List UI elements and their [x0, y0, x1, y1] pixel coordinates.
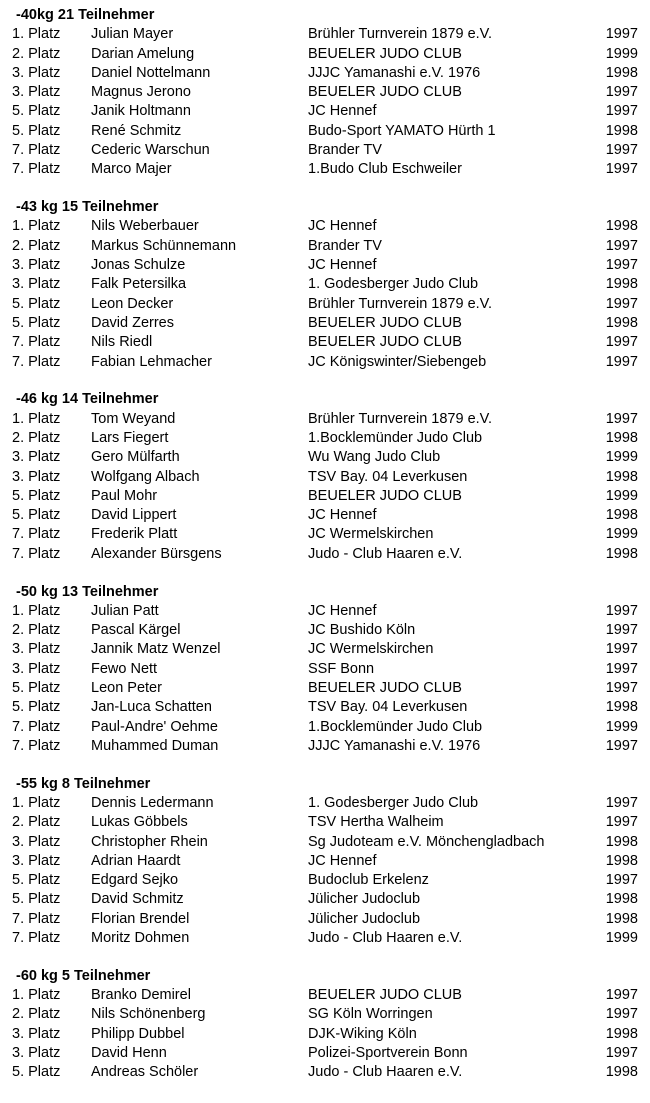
athlete-name-cell: Julian Mayer: [91, 26, 174, 43]
club-name-cell: Judo - Club Haaren e.V.: [308, 930, 463, 947]
birth-year-cell: 1997: [605, 410, 638, 427]
birth-year-cell: 1999: [605, 45, 638, 62]
placement-cell: 5. Platz: [12, 680, 61, 696]
club-name-cell: 1.Bocklemünder Judo Club: [308, 718, 483, 735]
weight-class-heading: -55 kg 8 Teilnehmer: [16, 775, 151, 792]
athlete-name-cell: Andreas Schöler: [91, 1064, 199, 1081]
club-name-cell: Polizei-Sportverein Bonn: [308, 1045, 468, 1062]
athlete-name-cell: Gero Mülfarth: [91, 449, 180, 466]
result-row: [0, 353, 650, 372]
birth-year-cell: 1998: [605, 833, 638, 850]
athlete-name-cell: Wolfgang Albach: [91, 468, 200, 485]
placement-cell: 1. Platz: [12, 410, 61, 427]
result-row: [0, 621, 650, 640]
placement-cell: 5. Platz: [12, 1064, 61, 1081]
birth-year-cell: 1999: [605, 526, 638, 543]
placement-cell: 3. Platz: [12, 660, 61, 677]
athlete-name-cell: Paul Mohr: [91, 487, 158, 504]
birth-year-cell: 1998: [605, 1064, 638, 1081]
athlete-name-cell: Falk Petersilka: [91, 276, 187, 293]
result-row: [0, 487, 650, 506]
club-name-cell: BEUELER JUDO CLUB: [308, 680, 462, 696]
results-document: [0, 6, 650, 1083]
placement-cell: 1. Platz: [12, 987, 61, 1004]
weight-class-heading: -43 kg 15 Teilnehmer: [16, 199, 159, 216]
birth-year-cell: 1998: [605, 910, 638, 927]
placement-cell: 7. Platz: [12, 526, 61, 543]
club-name-cell: BEUELER JUDO CLUB: [308, 334, 462, 351]
placement-cell: 7. Platz: [12, 737, 61, 754]
result-row: [0, 122, 650, 141]
result-row: [0, 45, 650, 64]
club-name-cell: JC Hennef: [308, 218, 377, 235]
placement-cell: 5. Platz: [12, 314, 61, 331]
result-row: [0, 102, 650, 121]
club-name-cell: TSV Hertha Walheim: [308, 814, 444, 831]
birth-year-cell: 1998: [605, 314, 638, 331]
athlete-name-cell: Tom Weyand: [91, 410, 176, 427]
result-row: [0, 83, 650, 102]
weight-class-section: [0, 583, 650, 757]
result-row: [0, 160, 650, 179]
placement-cell: 2. Platz: [12, 45, 61, 62]
placement-cell: 7. Platz: [12, 353, 61, 370]
club-name-cell: JC Hennef: [308, 852, 377, 869]
birth-year-cell: 1998: [605, 1025, 638, 1042]
birth-year-cell: 1997: [605, 26, 638, 43]
athlete-name-cell: Paul-Andre' Oehme: [91, 718, 218, 735]
club-name-cell: BEUELER JUDO CLUB: [308, 987, 462, 1004]
club-name-cell: 1.Budo Club Eschweiler: [308, 161, 462, 178]
result-row: [0, 141, 650, 160]
birth-year-cell: 1997: [605, 602, 638, 619]
result-row: [0, 275, 650, 294]
club-name-cell: SG Köln Worringen: [308, 1006, 433, 1023]
birth-year-cell: 1997: [605, 142, 638, 159]
result-row: [0, 256, 650, 275]
athlete-name-cell: Pascal Kärgel: [91, 622, 181, 639]
placement-cell: 2. Platz: [12, 814, 61, 831]
club-name-cell: JC Königswinter/Siebengeb: [308, 353, 487, 370]
result-row: [0, 871, 650, 890]
placement-cell: 3. Platz: [12, 1045, 61, 1062]
club-name-cell: JC Hennef: [308, 507, 377, 524]
birth-year-cell: 1997: [605, 872, 638, 889]
result-row: [0, 679, 650, 698]
club-name-cell: DJK-Wiking Köln: [308, 1025, 417, 1042]
athlete-name-cell: Jannik Matz Wenzel: [91, 641, 221, 658]
athlete-name-cell: Marco Majer: [91, 161, 172, 178]
result-row: [0, 813, 650, 832]
placement-cell: 1. Platz: [12, 602, 61, 619]
athlete-name-cell: Fewo Nett: [91, 660, 158, 677]
birth-year-cell: 1999: [605, 487, 638, 504]
birth-year-cell: 1997: [605, 334, 638, 351]
weight-class-section: [0, 198, 650, 372]
club-name-cell: TSV Bay. 04 Leverkusen: [308, 699, 468, 716]
birth-year-cell: 1998: [605, 852, 638, 869]
club-name-cell: BEUELER JUDO CLUB: [308, 84, 462, 101]
placement-cell: 3. Platz: [12, 468, 61, 485]
birth-year-cell: 1997: [605, 84, 638, 101]
result-row: [0, 718, 650, 737]
placement-cell: 5. Platz: [12, 487, 61, 504]
athlete-name-cell: René Schmitz: [91, 122, 182, 139]
weight-class-section: [0, 390, 650, 564]
athlete-name-cell: Nils Schönenberg: [91, 1006, 206, 1023]
result-row: [0, 410, 650, 429]
athlete-name-cell: Leon Peter: [91, 680, 162, 696]
weight-class-section: [0, 775, 650, 949]
athlete-name-cell: Branko Demirel: [91, 987, 191, 1004]
birth-year-cell: 1997: [605, 622, 638, 639]
placement-cell: 1. Platz: [12, 26, 61, 43]
birth-year-cell: 1997: [605, 794, 638, 811]
club-name-cell: Budoclub Erkelenz: [308, 872, 429, 889]
club-name-cell: Judo - Club Haaren e.V.: [308, 1064, 463, 1081]
result-row: [0, 545, 650, 564]
result-row: [0, 506, 650, 525]
athlete-name-cell: Markus Schünnemann: [91, 237, 237, 254]
club-name-cell: JC Bushido Köln: [308, 622, 416, 639]
result-row: [0, 217, 650, 236]
athlete-name-cell: Nils Riedl: [91, 334, 153, 351]
result-row: [0, 295, 650, 314]
club-name-cell: Jülicher Judoclub: [308, 891, 421, 908]
result-row: [0, 1005, 650, 1024]
club-name-cell: JJJC Yamanashi e.V. 1976: [308, 737, 481, 754]
club-name-cell: BEUELER JUDO CLUB: [308, 314, 462, 331]
placement-cell: 7. Platz: [12, 545, 61, 562]
result-row: [0, 237, 650, 256]
placement-cell: 5. Platz: [12, 295, 61, 312]
birth-year-cell: 1997: [605, 814, 638, 831]
placement-cell: 3. Platz: [12, 833, 61, 850]
birth-year-cell: 1998: [605, 429, 638, 446]
club-name-cell: Wu Wang Judo Club: [308, 449, 441, 466]
result-row: [0, 794, 650, 813]
result-row: [0, 1025, 650, 1044]
placement-cell: 3. Platz: [12, 852, 61, 869]
result-row: [0, 448, 650, 467]
club-name-cell: Sg Judoteam e.V. Mönchengladbach: [308, 833, 545, 850]
athlete-name-cell: Nils Weberbauer: [91, 218, 199, 235]
club-name-cell: Brühler Turnverein 1879 e.V.: [308, 410, 493, 427]
result-row: [0, 64, 650, 83]
athlete-name-cell: Moritz Dohmen: [91, 930, 190, 947]
athlete-name-cell: Fabian Lehmacher: [91, 353, 212, 370]
club-name-cell: JJJC Yamanashi e.V. 1976: [308, 64, 481, 81]
athlete-name-cell: David Henn: [91, 1045, 167, 1062]
athlete-name-cell: Philipp Dubbel: [91, 1025, 185, 1042]
birth-year-cell: 1999: [605, 449, 638, 466]
placement-cell: 5. Platz: [12, 507, 61, 524]
athlete-name-cell: Adrian Haardt: [91, 852, 181, 869]
club-name-cell: BEUELER JUDO CLUB: [308, 487, 462, 504]
club-name-cell: JC Wermelskirchen: [308, 641, 434, 658]
result-row: [0, 737, 650, 756]
placement-cell: 7. Platz: [12, 718, 61, 735]
club-name-cell: BEUELER JUDO CLUB: [308, 45, 462, 62]
athlete-name-cell: David Zerres: [91, 314, 174, 331]
birth-year-cell: 1997: [605, 161, 638, 178]
placement-cell: 3. Platz: [12, 276, 61, 293]
birth-year-cell: 1997: [605, 295, 638, 312]
athlete-name-cell: David Lippert: [91, 507, 177, 524]
athlete-name-cell: Cederic Warschun: [91, 142, 210, 159]
weight-class-section: [0, 967, 650, 1083]
club-name-cell: Jülicher Judoclub: [308, 910, 421, 927]
placement-cell: 1. Platz: [12, 218, 61, 235]
placement-cell: 2. Platz: [12, 622, 61, 639]
athlete-name-cell: Dennis Ledermann: [91, 794, 214, 811]
birth-year-cell: 1997: [605, 641, 638, 658]
birth-year-cell: 1998: [605, 507, 638, 524]
result-row: [0, 640, 650, 659]
weight-class-heading: -46 kg 14 Teilnehmer: [16, 391, 159, 408]
placement-cell: 5. Platz: [12, 122, 61, 139]
birth-year-cell: 1997: [605, 987, 638, 1004]
birth-year-cell: 1998: [605, 468, 638, 485]
birth-year-cell: 1997: [605, 237, 638, 254]
placement-cell: 5. Platz: [12, 891, 61, 908]
placement-cell: 3. Platz: [12, 64, 61, 81]
weight-class-heading: -40kg 21 Teilnehmer: [16, 7, 155, 23]
placement-cell: 7. Platz: [12, 930, 61, 947]
club-name-cell: 1. Godesberger Judo Club: [308, 794, 479, 811]
birth-year-cell: 1997: [605, 257, 638, 274]
club-name-cell: Judo - Club Haaren e.V.: [308, 545, 463, 562]
club-name-cell: JC Hennef: [308, 602, 377, 619]
club-name-cell: 1.Bocklemünder Judo Club: [308, 429, 483, 446]
birth-year-cell: 1997: [605, 737, 638, 754]
birth-year-cell: 1998: [605, 276, 638, 293]
birth-year-cell: 1997: [605, 1045, 638, 1062]
birth-year-cell: 1997: [605, 660, 638, 677]
placement-cell: 7. Platz: [12, 334, 61, 351]
athlete-name-cell: Lars Fiegert: [91, 429, 169, 446]
birth-year-cell: 1997: [605, 680, 638, 696]
club-name-cell: JC Wermelskirchen: [308, 526, 434, 543]
athlete-name-cell: Magnus Jerono: [91, 84, 191, 101]
result-row: [0, 333, 650, 352]
athlete-name-cell: Julian Patt: [91, 602, 159, 619]
result-row: [0, 986, 650, 1005]
placement-cell: 3. Platz: [12, 257, 61, 274]
athlete-name-cell: Daniel Nottelmann: [91, 64, 211, 81]
club-name-cell: Brander TV: [308, 237, 382, 254]
club-name-cell: JC Hennef: [308, 103, 377, 120]
athlete-name-cell: Janik Holtmann: [91, 103, 191, 120]
result-row: [0, 910, 650, 929]
athlete-name-cell: Leon Decker: [91, 295, 174, 312]
athlete-name-cell: Alexander Bürsgens: [91, 545, 222, 562]
placement-cell: 3. Platz: [12, 449, 61, 466]
result-row: [0, 660, 650, 679]
placement-cell: 1. Platz: [12, 794, 61, 811]
result-row: [0, 1044, 650, 1063]
club-name-cell: Budo-Sport YAMATO Hürth 1: [308, 122, 496, 139]
weight-class-section: [0, 6, 650, 180]
weight-class-heading: -50 kg 13 Teilnehmer: [16, 583, 159, 600]
placement-cell: 2. Platz: [12, 429, 61, 446]
result-row: [0, 468, 650, 487]
club-name-cell: Brander TV: [308, 142, 382, 159]
placement-cell: 3. Platz: [12, 84, 61, 101]
athlete-name-cell: Lukas Göbbels: [91, 814, 188, 831]
result-row: [0, 852, 650, 871]
result-row: [0, 525, 650, 544]
athlete-name-cell: Florian Brendel: [91, 910, 190, 927]
result-row: [0, 833, 650, 852]
club-name-cell: 1. Godesberger Judo Club: [308, 276, 479, 293]
placement-cell: 5. Platz: [12, 872, 61, 889]
club-name-cell: Brühler Turnverein 1879 e.V.: [308, 295, 493, 312]
result-row: [0, 429, 650, 448]
birth-year-cell: 1998: [605, 891, 638, 908]
weight-class-heading: -60 kg 5 Teilnehmer: [16, 967, 151, 984]
result-row: [0, 929, 650, 948]
placement-cell: 7. Platz: [12, 161, 61, 178]
birth-year-cell: 1998: [605, 218, 638, 235]
athlete-name-cell: Jonas Schulze: [91, 257, 186, 274]
athlete-name-cell: David Schmitz: [91, 891, 184, 908]
result-row: [0, 890, 650, 909]
athlete-name-cell: Edgard Sejko: [91, 872, 179, 889]
placement-cell: 2. Platz: [12, 237, 61, 254]
placement-cell: 5. Platz: [12, 103, 61, 120]
birth-year-cell: 1999: [605, 930, 638, 947]
placement-cell: 7. Platz: [12, 142, 61, 159]
athlete-name-cell: Muhammed Duman: [91, 737, 219, 754]
athlete-name-cell: Darian Amelung: [91, 45, 195, 62]
athlete-name-cell: Christopher Rhein: [91, 833, 208, 850]
athlete-name-cell: Frederik Platt: [91, 526, 178, 543]
birth-year-cell: 1998: [605, 64, 638, 81]
result-row: [0, 314, 650, 333]
result-row: [0, 698, 650, 717]
birth-year-cell: 1998: [605, 122, 638, 139]
club-name-cell: SSF Bonn: [308, 660, 375, 677]
birth-year-cell: 1997: [605, 103, 638, 120]
placement-cell: 2. Platz: [12, 1006, 61, 1023]
birth-year-cell: 1997: [605, 1006, 638, 1023]
placement-cell: 7. Platz: [12, 910, 61, 927]
result-row: [0, 602, 650, 621]
birth-year-cell: 1999: [605, 718, 638, 735]
result-row: [0, 1063, 650, 1082]
club-name-cell: Brühler Turnverein 1879 e.V.: [308, 26, 493, 43]
result-row: [0, 25, 650, 44]
birth-year-cell: 1998: [605, 545, 638, 562]
birth-year-cell: 1997: [605, 353, 638, 370]
club-name-cell: JC Hennef: [308, 257, 377, 274]
placement-cell: 3. Platz: [12, 641, 61, 658]
club-name-cell: TSV Bay. 04 Leverkusen: [308, 468, 468, 485]
athlete-name-cell: Jan-Luca Schatten: [91, 699, 212, 716]
birth-year-cell: 1998: [605, 699, 638, 716]
placement-cell: 5. Platz: [12, 699, 61, 716]
placement-cell: 3. Platz: [12, 1025, 61, 1042]
